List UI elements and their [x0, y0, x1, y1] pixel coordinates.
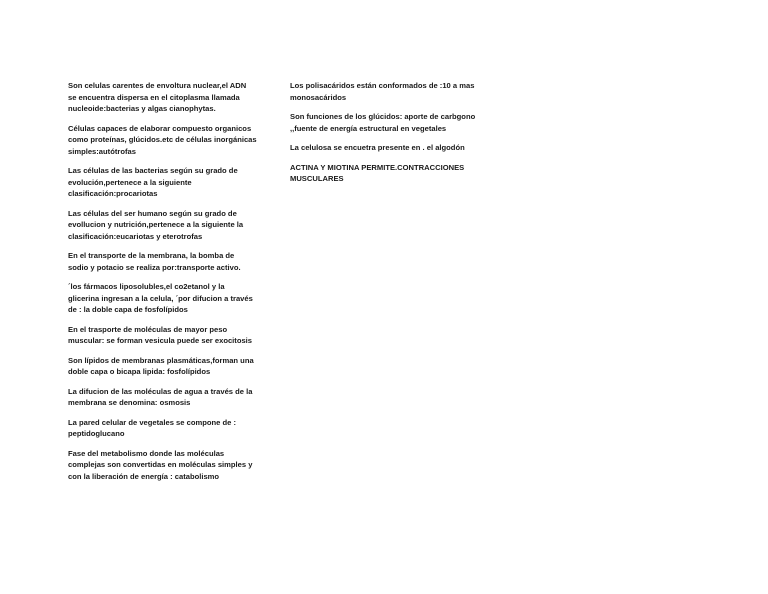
- left-column: [68, 80, 268, 490]
- paragraph: La celulosa se encuetra presente en . el algodón: [290, 143, 465, 152]
- paragraph: ACTINA Y MIOTINA PERMITE.CONTRACCIONES MUSCULARES: [290, 162, 465, 183]
- paragraph: La pared celular de vegetales se compone de : peptidoglucano: [68, 417, 236, 438]
- paragraph: Células capaces de elaborar compuesto organicos como proteínas, glúcidos.etc de células inorgánicas simples:autótrofas: [68, 123, 257, 156]
- paragraph: En el transporte de la membrana, la bomba de sodio y potacio se realiza por:transporte activo.: [68, 251, 241, 272]
- right-column: [290, 80, 490, 193]
- paragraph: Los polisacáridos están conformados de :10 a mas monosacáridos: [290, 81, 475, 102]
- paragraph: La difucion de las moléculas de agua a través de la membrana se denomina: osmosis: [68, 386, 253, 407]
- paragraph: En el trasporte de moléculas de mayor peso muscular: se forman vesicula puede ser exocitosis: [68, 324, 253, 345]
- paragraph: Fase del metabolismo donde las moléculas complejas son convertidas en moléculas simples y con la liberación de energía : catabolismo: [68, 448, 253, 481]
- paragraph: Las células del ser humano según su grado de evollucion y nutrición,pertenece a la siguiente la clasificación:eucariotas y eterotrofas: [68, 208, 244, 241]
- paragraph: Son lípidos de membranas plasmáticas,forman una doble capa o bicapa lipida: fosfolípidos: [68, 355, 254, 376]
- paragraph: Son celulas carentes de envoltura nuclear,el ADN se encuentra dispersa en el citoplasma llamada nucleoide:bacterias y algas cianophytas.: [68, 81, 247, 113]
- paragraph: ´los fármacos liposolubles,el co2etanol y la glicerina ingresan a la celula, ´por difucion a través de : la doble capa de fosfolípidos: [68, 282, 253, 314]
- paragraph: Son funciones de los glúcidos: aporte de carbgono ,,fuente de energía estructural en vegetales: [290, 112, 476, 133]
- paragraph: Las células de las bacterias según su grado de evolución,pertenece a la siguiente clasificación:procariotas: [68, 166, 238, 198]
